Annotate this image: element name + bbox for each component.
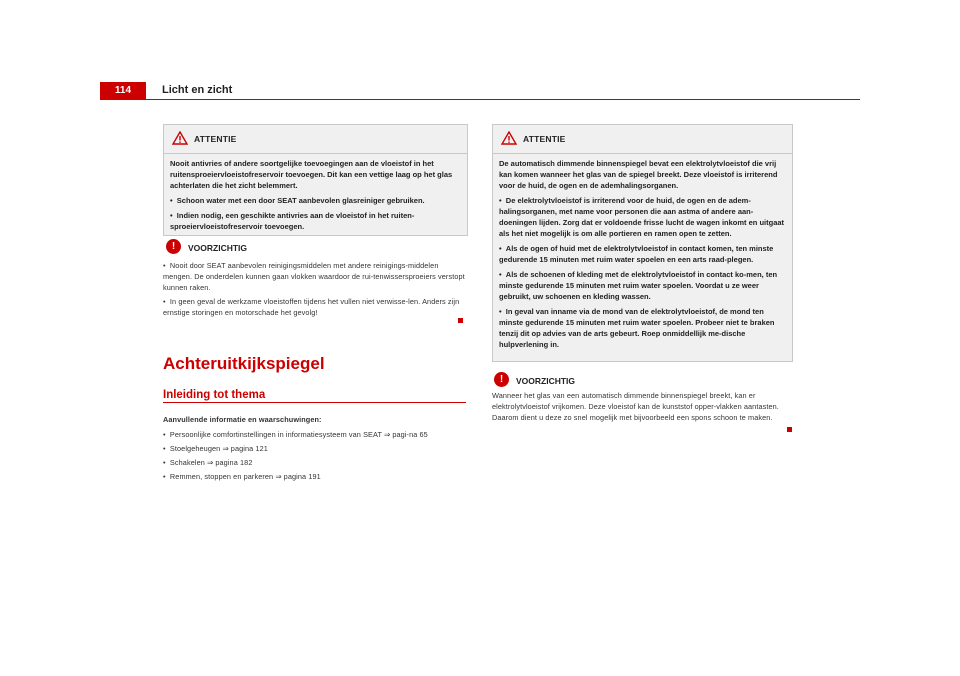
attention-bullet: • Indien nodig, een geschikte antivries aan de vloeistof in het ruiten-sproeiervloeistofreservoir toevoegen. bbox=[170, 211, 415, 231]
attention-bullet: • De elektrolytvloeistof is irriterend voor de huid, de ogen en de adem-halingsorganen, met name voor personen die aan astma of andere aan-doeningen lijden. Zorg dat er voldoende frisse lucht de wagen inkomt en uitgaat als het niet mogelijk is om alle portieren en ramen open te zetten. bbox=[499, 196, 785, 238]
info-heading: Aanvullende informatie en waarschuwingen: bbox=[163, 415, 322, 424]
attention-box-left bbox=[163, 124, 468, 236]
attention-box-header bbox=[164, 125, 467, 154]
section-end-icon bbox=[787, 427, 792, 432]
attention-bullet: • Als de ogen of huid met de elektrolytvloeistof in contact komen, ten minste gedurende 15 minuten met ruim water spoelen en een arts raad-plegen. bbox=[499, 244, 774, 264]
attention-body bbox=[493, 154, 792, 358]
attention-intro: De automatisch dimmende binnenspiegel bevat een elektrolytvloeistof die vrij kan komen wanneer het glas van de spiegel breekt. Deze vloeistof is irriterend voor de huid, de ogen en de ademhalingsorganen. bbox=[499, 159, 778, 190]
info-item: • Persoonlijke comfortinstellingen in informatiesysteem van SEAT ⇒ pagi-na 65 bbox=[163, 430, 428, 439]
section-title: Achteruitkijkspiegel bbox=[163, 354, 325, 373]
attention-body bbox=[164, 154, 467, 240]
caution-text-right bbox=[492, 390, 791, 426]
info-list bbox=[163, 414, 466, 485]
attention-bullet: • In geval van inname via de mond van de elektrolytvloeistof, de mond ten minste gedurende 15 minuten met ruim water spoelen. Probeer niet te braken tenzij dit op advies van de arts gebeurt. Roep onmiddellijk me-dische hulpverlening in. bbox=[499, 307, 775, 349]
caution-heading-right bbox=[494, 372, 694, 392]
caution-text-left bbox=[163, 260, 466, 321]
attention-title: ATTENTIE bbox=[194, 134, 237, 144]
warning-triangle-icon bbox=[501, 131, 517, 145]
info-item: • Schakelen ⇒ pagina 182 bbox=[163, 458, 253, 467]
attention-bullet: • Als de schoenen of kleding met de elektrolytvloeistof in contact ko-men, ten minste gedurende 15 minuten met ruim water spoelen. Voordat u ze weer gebruikt, uw schoenen en kleding wassen. bbox=[499, 270, 778, 301]
attention-box-header bbox=[493, 125, 792, 154]
section-end-icon bbox=[458, 318, 463, 323]
caution-title: VOORZICHTIG bbox=[516, 376, 576, 386]
attention-title: ATTENTIE bbox=[523, 134, 566, 144]
caution-title: VOORZICHTIG bbox=[188, 243, 248, 253]
subsection-title: Inleiding tot thema bbox=[163, 389, 266, 401]
subsection-rule bbox=[163, 402, 466, 403]
running-header-title: Licht en zicht bbox=[162, 84, 233, 96]
page-number: 114 bbox=[100, 82, 146, 100]
caution-bullet: • In geen geval de werkzame vloeistoffen tijdens het vullen niet verwisse-len. Anders zijn ernstige storingen en motorschade het gevolg! bbox=[163, 297, 460, 317]
caution-heading-left bbox=[166, 239, 366, 259]
caution-bullet: • Nooit door SEAT aanbevolen reinigingsmiddelen met andere reinigings-middelen mengen. De onderdelen kunnen gaan vlokken waardoor de rui-tenwissersproeiers verstopt kunnen raken. bbox=[163, 261, 465, 292]
attention-box-right bbox=[492, 124, 793, 362]
exclamation-circle-icon: ! bbox=[494, 372, 509, 387]
attention-bullet: • Schoon water met een door SEAT aanbevolen glasreiniger gebruiken. bbox=[170, 196, 425, 205]
attention-intro: Nooit antivries of andere soortgelijke toevoegingen aan de vloeistof in het ruitensproeiervloeistofreservoir toevoegen. Dit kan een vettige laag op het glas achterlaten die het zicht belemmert. bbox=[170, 159, 453, 190]
info-item: • Remmen, stoppen en parkeren ⇒ pagina 191 bbox=[163, 472, 321, 481]
info-item: • Stoelgeheugen ⇒ pagina 121 bbox=[163, 444, 268, 453]
caution-text: Wanneer het glas van een automatisch dimmende binnenspiegel breekt, kan er elektrolytvloeistof vrijkomen. Deze vloeistof kan de kunststof opper-vlakken aantasten. Daarom dient u deze zo snel mogelijk met bijvoorbeeld een spons schoon te maken. bbox=[492, 391, 779, 422]
warning-triangle-icon bbox=[172, 131, 188, 145]
header-rule bbox=[100, 99, 860, 100]
exclamation-circle-icon: ! bbox=[166, 239, 181, 254]
